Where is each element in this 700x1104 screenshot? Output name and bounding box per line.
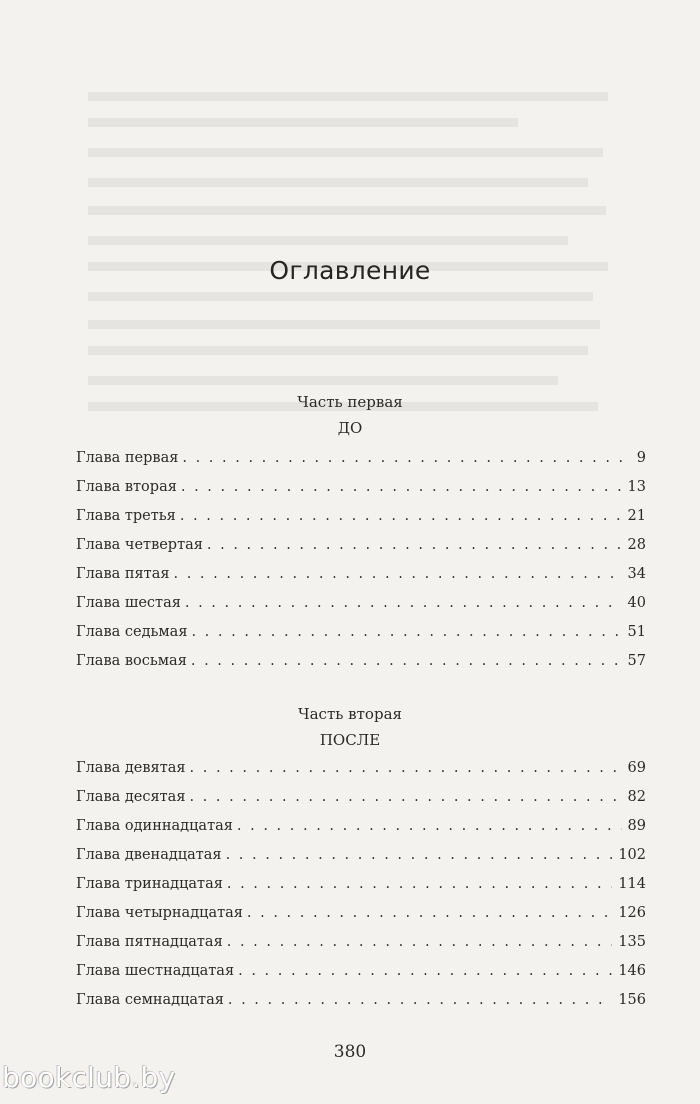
dot-leader	[181, 479, 622, 495]
chapter-page-number: 34	[627, 566, 646, 582]
chapter-title: Глава вторая	[76, 479, 177, 495]
chapter-title: Глава тринадцатая	[76, 876, 223, 892]
toc-entry	[76, 760, 646, 786]
dot-leader	[174, 566, 622, 582]
dot-leader	[226, 847, 613, 863]
chapter-title: Глава пятая	[76, 566, 170, 582]
toc-entry	[76, 479, 646, 505]
toc-entry	[76, 963, 646, 989]
chapter-page-number: 9	[636, 450, 646, 466]
toc-entry	[76, 847, 646, 873]
dot-leader	[227, 934, 613, 950]
chapter-page-number: 126	[618, 905, 646, 921]
toc-entry	[76, 537, 646, 563]
toc-entry	[76, 450, 646, 476]
chapter-title: Глава восьмая	[76, 653, 187, 669]
chapter-page-number: 21	[627, 508, 646, 524]
toc-entry	[76, 653, 646, 679]
dot-leader	[207, 537, 622, 553]
part-one-label: Часть первая	[297, 393, 403, 411]
chapter-page-number: 146	[618, 963, 646, 979]
dot-leader	[227, 876, 612, 892]
dot-leader	[180, 508, 622, 524]
chapter-page-number: 28	[627, 537, 646, 553]
toc-entry	[76, 595, 646, 621]
chapter-page-number: 57	[627, 653, 646, 669]
chapter-title: Глава десятая	[76, 789, 186, 805]
dot-leader	[191, 624, 621, 640]
toc-entry	[76, 818, 646, 844]
watermark-logo: bookclub.by	[2, 1061, 176, 1094]
toc-entry	[76, 876, 646, 902]
part-two-name: ПОСЛЕ	[319, 731, 381, 749]
chapter-title: Глава пятнадцатая	[76, 934, 223, 950]
toc-entry	[76, 566, 646, 592]
chapter-page-number: 82	[627, 789, 646, 805]
dot-leader	[228, 992, 612, 1008]
dot-leader	[190, 760, 622, 776]
chapter-title: Глава двенадцатая	[76, 847, 222, 863]
chapter-title: Глава семнадцатая	[76, 992, 224, 1008]
page-number: 380	[333, 1042, 367, 1062]
dot-leader	[237, 818, 622, 834]
toc-entry	[76, 934, 646, 960]
toc-entry	[76, 905, 646, 931]
chapter-title: Глава третья	[76, 508, 176, 524]
toc-entry	[76, 624, 646, 650]
dot-leader	[182, 450, 622, 466]
chapter-page-number: 51	[627, 624, 646, 640]
chapter-title: Глава девятая	[76, 760, 186, 776]
chapter-page-number: 13	[627, 479, 646, 495]
chapter-title: Глава четвертая	[76, 537, 203, 553]
chapter-title: Глава шестнадцатая	[76, 963, 235, 979]
chapter-page-number: 40	[627, 595, 646, 611]
dot-leader	[189, 789, 621, 805]
chapter-title: Глава четырнадцатая	[76, 905, 243, 921]
chapter-title: Глава одиннадцатая	[76, 818, 233, 834]
chapter-page-number: 114	[618, 876, 646, 892]
dot-leader	[191, 653, 622, 669]
toc-entry	[76, 789, 646, 815]
reverse-side-bleed-through	[0, 0, 700, 420]
chapter-page-number: 102	[618, 847, 646, 863]
toc-entry	[76, 992, 646, 1018]
dot-leader	[238, 963, 612, 979]
toc-entry	[76, 508, 646, 534]
chapter-page-number: 89	[627, 818, 646, 834]
chapter-title: Глава первая	[76, 450, 179, 466]
part-two-label: Часть вторая	[298, 705, 402, 723]
part-one-name: ДО	[337, 419, 363, 437]
chapter-title: Глава седьмая	[76, 624, 188, 640]
page-title: Оглавление	[269, 256, 431, 285]
chapter-page-number: 69	[627, 760, 646, 776]
dot-leader	[247, 905, 612, 921]
chapter-title: Глава шестая	[76, 595, 181, 611]
chapter-page-number: 135	[618, 934, 646, 950]
dot-leader	[185, 595, 622, 611]
chapter-page-number: 156	[618, 992, 646, 1008]
